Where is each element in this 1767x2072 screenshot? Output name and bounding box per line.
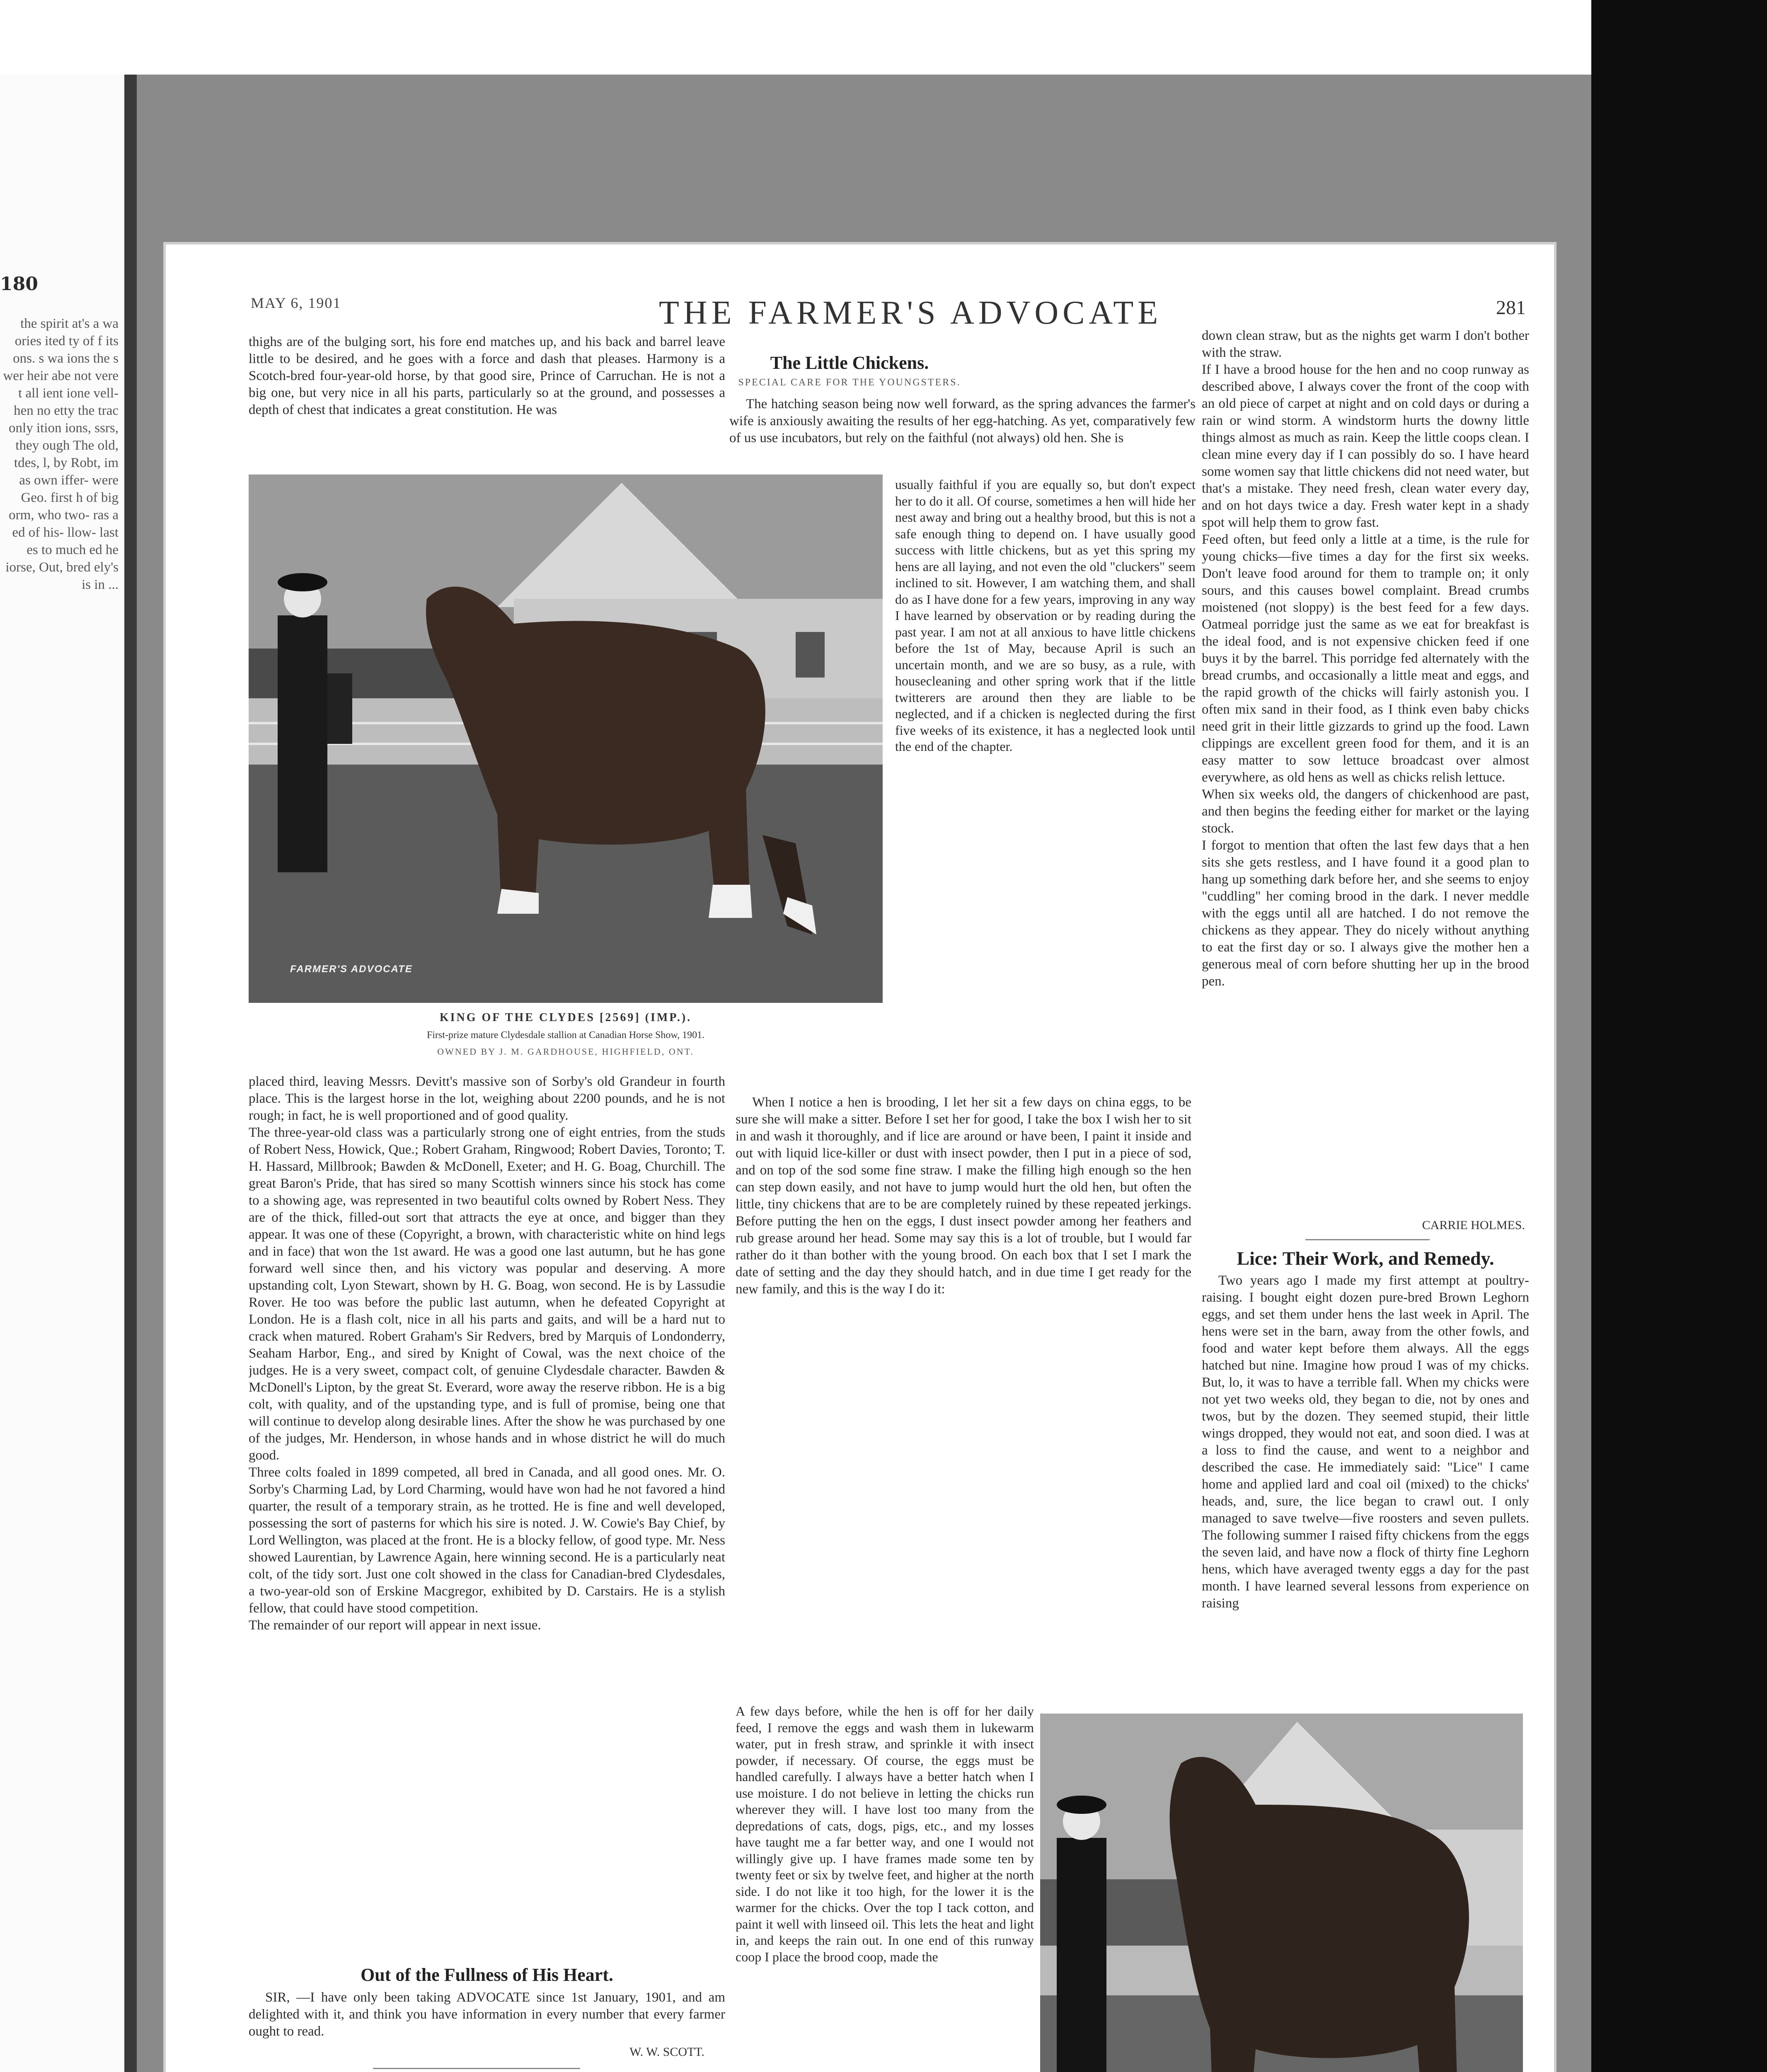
page-number: 281	[1496, 297, 1526, 319]
col2-narrow-paragraph: A few days before, while the hen is off for her daily feed, I remove the eggs and wash them in lukewarm water, put in fresh straw, and sprinkle it with insect powder, if necessary. Of course, the eggs must be handled carefully. I always have a better hatch when I use moisture. I do not believe in letting the chicks run wherever they will. I have lost too many from the depredations of cats, dogs, pigs, etc., and my losses have taught me a far better way, and one I would not willingly give up. I have frames made some ten by twenty feet or six by twelve feet, and higher at the north side. I do not like it too high, for the lower it is the warmer for the chicks. Over the top I tack cotton, and paint it well with linseed oil. This lets the heat and light in, and keeps the rain out. In one end of this runway coop I place the brood coop, made the	[736, 1704, 1034, 1964]
left-page-text: the spirit at's a wa ories ited ty of f its ons. s wa ions the s wer heir abe not vere t all ient ione vell- hen no etty the trac only ition ions, ssrs, they ough The old, tdes, l, by Robt, im as own iffer- were Geo. first h of big orm, who two- ras a ed of his- llow- last es to much ed he iorse, Out, bred ely's is in ...	[3, 316, 119, 592]
col3-top-text	[1202, 327, 1529, 1216]
issue-date: MAY 6, 1901	[251, 295, 341, 311]
fullness-paragraph: SIR, —I have only been taking ADVOCATE since 1st January, 1901, and am delighted with it, and think you have information in every number that every farmer ought to read.	[249, 1990, 725, 2039]
photo1-caption-owner: OWNED BY J. M. GARDHOUSE, HIGHFIELD, ONT.	[437, 1046, 694, 1057]
col1-mid-paragraph: placed third, leaving Messrs. Devitt's massive son of Sorby's old Grandeur in fourth place. This is the largest horse in the lot, weighing about 2200 pounds, and he is not rough; in fact, he is well proportioned and of good quality. The three-year-old class was a particularly strong one of eight entries, from the studs of Robert Ness, Howick, Que.; Robert Graham, Ringwood; Robert Davies, Toronto; T. H. Hassard, Millbrook; Bawden & McDonell, Exeter; and H. G. Boag, Churchill. The great Baron's Pride, that has sired so many Scottish winners since his stock has come to a showing age, was represented in two beautiful colts owned by Robert Ness. They are of the thick, filled-out sort that attracts the eye at once, and bigger than they appear. It was one of these (Copyright, a brown, with characteristic white on hind legs and in face) that won the 1st award. He was a good one last autumn, but he has gone forward well since then, and his victory was popular and deserving. A more upstanding colt, Lyon Stewart, shown by H. G. Boag, won second. He is by Lassudie Rover. He too was before the public last autumn, when he defeated Copyright at London. He is a flash colt, nice in all his parts and gaits, and will be a hard nut to crack when matured. Robert Graham's Sir Redvers, bred by Marquis of Londonderry, Seaham Harbor, Eng., and sired by Knight of Cowal, was the next choice of the judges. He is a very sweet, compact colt, of genuine Clydesdale character. Bawden & McDonell's Lipton, by the great St. Everard, wore away the reserve ribbon. He is a big colt, with quality, and of the upstanding type, and is full of promise, being one that will continue to develop along desirable lines. After the show he was purchased by one of the judges, Mr. Henderson, in whose hands and in whose district he will do much good. Three colts foaled in 1899 competed, all bred in Canada, and all good ones. Mr. O. Sorby's Charming Lad, by Lord Charming, would have won had he not favored a hind quarter, the result of a temporary strain, as he trotted. He is fine and well developed, possessing the sort of pasterns for which his sire is noted. J. W. Cowie's Bay Chief, by Lord Wellington, was placed at the front. He is a blocky fellow, of good type. Mr. Ness showed Laurentian, by Lawrence Again, here winning second. He is a particularly neat colt, of the tidy sort. Just one colt showed in the class for Canadian-bred Clydesdales, a two-year-old son of Erskine Macgregor, exhibited by D. Carstairs. He is a stylish fellow, that could have stood competition. The remainder of our report will appear in next issue.	[249, 1074, 725, 1633]
col1-mid-text	[249, 1073, 725, 1958]
fullness-heading: Out of the Fullness of His Heart.	[361, 1965, 613, 1985]
col2-mid-text	[736, 1094, 1191, 1707]
lice-paragraph: Two years ago I made my first attempt at poultry-raising. I bought eight dozen pure-bred Brown Leghorn eggs, and set them under hens the last week in April. The hens were set in the barn, away from the other fowls, and food and water kept before them always. All the eggs hatched but nine. Imagine how proud I was of my chicks. But, lo, it was to have a terrible fall. When my chicks were not yet two weeks old, they began to die, not by ones and twos, but by the dozen. They seemed stupid, their little wings dropped, they would not eat, and soon died. I was at a loss to find the cause, and went to a neighbor and described the case. He immediately said: "Lice" I came home and applied lard and coal oil (mixed) to the chicks' heads, and, sure, the lice began to crawl out. I only managed to save twelve—five roosters and seven pullets. The following summer I raised fifty chickens from the eggs the seven laid, and have now a flock of thirty fine Leghorn hens, which have averaged twenty eggs a day for the past month. I have learned several lessons from experience on raising	[1202, 1273, 1529, 1611]
left-page-fragment	[0, 75, 124, 2072]
photo1-caption-subtitle: First-prize mature Clydesdale stallion at Canadian Horse Show, 1901.	[426, 1030, 705, 1041]
spacer	[1202, 1714, 1529, 1718]
masthead-title: THE FARMER'S ADVOCATE	[659, 295, 1162, 331]
chickens-intro-paragraph: The hatching season being now well forward, as the spring advances the farmer's wife is anxiously awaiting the results of her egg-hatching. As yet, comparatively few of us use incubators, but rely on the faithful (not always) old hen. She is	[729, 397, 1196, 445]
chickens-intro	[729, 396, 1196, 479]
fullness-signature: W. W. SCOTT.	[629, 2045, 704, 2059]
fullness-text	[249, 1989, 725, 2043]
chickens-subheading: SPECIAL CARE FOR THE YOUNGSTERS.	[738, 377, 961, 388]
lice-heading: Lice: Their Work, and Remedy.	[1237, 1248, 1494, 1269]
col3-top-paragraph: down clean straw, but as the nights get warm I don't bother with the straw. If I have a brood house for the hen and no coop runway as described above, I always cover the front of the coop with an old piece of carpet at night and on cold days or during a rain or wind storm. A windstorm hurts the downy little things almost as much as rain. Keep the little coops clean. I clean mine every day if I can possibly do so. I have heard some women say that little chickens did not need water, but that's a mistake. They need fresh, clean water every day, and on hot days twice a day. Fresh water kept in a shady spot will help them to grow fast. Feed often, but feed only a little at a time, is the rule for young chicks—five times a day for the first six weeks. Don't leave food around for them to trample on; it only sours, and this causes bowel complaint. Bread crumbs moistened (not sloppy) is the best feed for a few days. Oatmeal porridge just the same as we eat for breakfast is the ideal food, and is not expensive chicken feed if one buys it by the barrel. This porridge fed alternately with the bread crumbs, and occasionally a little meat and eggs, and the rapid growth of the chicks will fairly astonish you. I often mix sand in their food, as I think even baby chicks need grit in their little gizzards to grind up the food. Lawn clippings are excellent green food for them, and it is an easy matter to sow lettuce broadcast over almost everywhere, as old hens as well as chicks relish lettuce. When six weeks old, the dangers of chickenhood are past, and then begins the feeding either for market or the laying stock. I forgot to mention that often the last few days that a hen sits she gets restless, and I have found it a good plan to hang up something dark before her, and she seems to enjoy "cuddling" her coming brood in the dark. I never meddle with the eggs until all are hatched. I do not remove the chickens as they appear. They do nicely without anything to eat the first day or so. I always give the mother hen a generous meal of corn before shutting her up in the brood pen.	[1202, 328, 1529, 989]
horse-photo-2	[1040, 1714, 1523, 2072]
photo-copyright	[1040, 1714, 1523, 2072]
scan-right-edge	[1591, 0, 1767, 2072]
article-divider	[1305, 1239, 1430, 1240]
chickens-narrow-paragraph: usually faithful if you are equally so, but don't expect her to do it all. Of course, sometimes a hen will hide her nest away and bring out a healthy brood, but this is not a safe enough thing to depend on. I have usually good success with little chickens, but as yet this spring my hens are all laying, and not even the old "cluckers" seem inclined to sit. However, I am watching them, and shall do as I have done for a few years, improving in any way I have learned by observation or by reading during the past year. I am not at all anxious to have little chickens before the 1st of May, because April is such an uncertain month, and we are so busy, as a rule, with housecleaning and other spring work that if the little twitterers are around then they are liable to be neglected, and if a chicken is neglected during the first five weeks of its existence, it has a neglected look until the end of the chapter.	[895, 477, 1196, 754]
left-page-number: 180	[0, 274, 38, 295]
lice-text	[1202, 1272, 1529, 1707]
photo1-watermark: FARMER'S ADVOCATE	[290, 963, 413, 975]
col1-top-text	[249, 334, 725, 462]
horse-photo-1	[249, 474, 883, 1003]
col1-top-paragraph: thighs are of the bulging sort, his fore end matches up, and his back and barrel leave little to be desired, and he goes with a force and dash that pleases. Harmony is a Scotch-bred four-year-old horse, by that good sire, Prince of Carruchan. He is not a big one, but very nice in all his parts, particularly so at the ground, and possesses a depth of chest that indicates a great constitution. He was	[249, 334, 725, 417]
chickens-heading: The Little Chickens.	[770, 353, 929, 373]
article-divider-2	[373, 2068, 580, 2069]
newspaper-page	[166, 244, 1554, 2072]
scan-top-margin	[0, 0, 1767, 75]
col2-narrow-text	[736, 1703, 1034, 2072]
photo1-caption-title: KING OF THE CLYDES [2569] (IMP.).	[439, 1011, 692, 1024]
photo-king-of-the-clydes	[249, 474, 883, 1003]
col2-mid-paragraph: When I notice a hen is brooding, I let her sit a few days on china eggs, to be sure she will make a sitter. Before I set her for good, I take the box I wish her to sit in and wash it thoroughly, and if lice are around or have been, I paint it inside and out with liquid lice-killer or dust with insect powder, then I put in a piece of sod, and on top of the sod some fine straw. I make the filling high enough so the hen can step down easily, and not have to jump would hurt the old hen, but often the little, tiny chickens that are to be are completely ruined by these repeated jerkings. Before putting the hen on the eggs, I dust insect powder among her feathers and rub grease around her head. Some may say this is a lot of trouble, but I would far rather do it than bother with the young brood. On each box that I set I mark the date of setting and the day they should hatch, and in due time I get ready for the new family, and this is the way I do it:	[736, 1095, 1191, 1297]
chickens-narrow-column	[895, 477, 1196, 1096]
chickens-signature: CARRIE HOLMES.	[1422, 1218, 1525, 1232]
